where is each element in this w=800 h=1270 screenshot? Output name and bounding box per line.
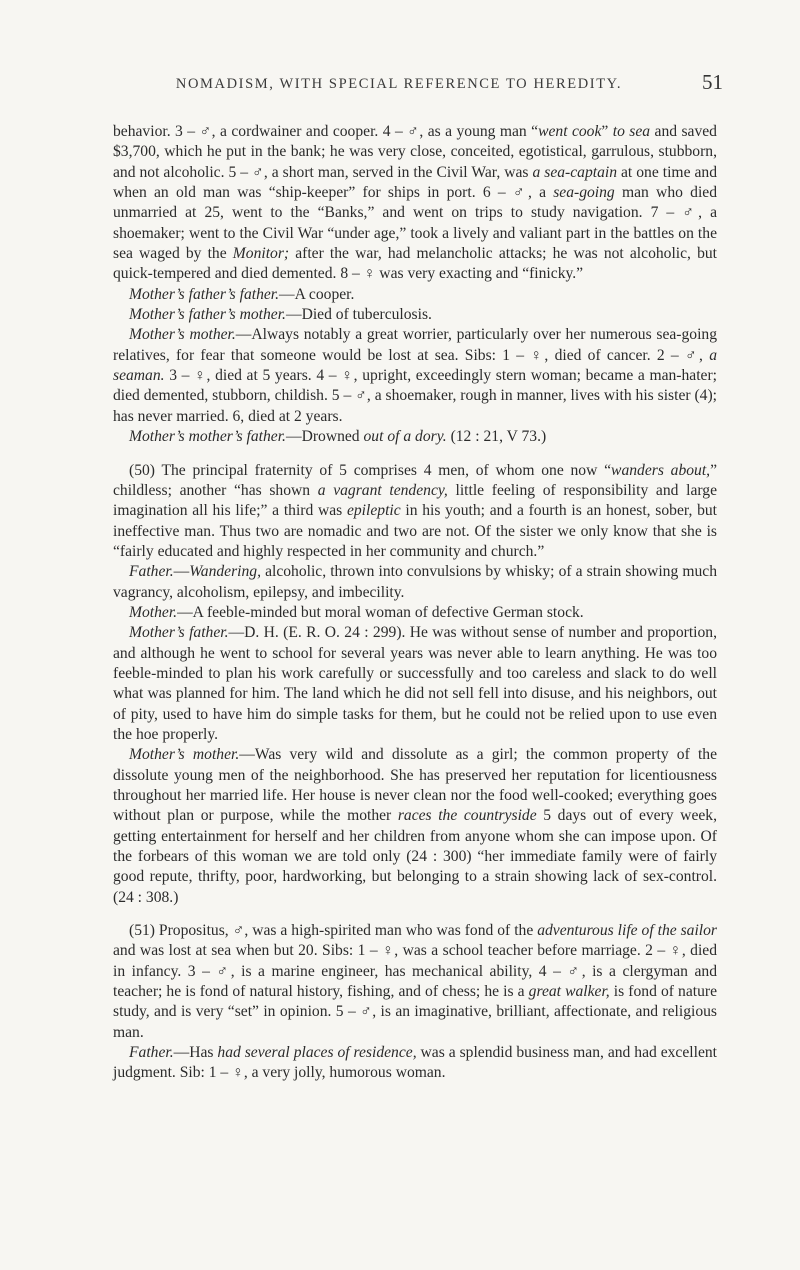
italic-text: Father. — [129, 1044, 174, 1062]
text-run: —Drowned — [285, 428, 364, 446]
text-run: alcoholic, thrown into convulsions by whisky; of a strain showing much vagrancy, alcoholism, epilepsy, and imbecility. — [113, 563, 717, 601]
page-number: 51 — [702, 70, 723, 94]
paragraph — [113, 305, 717, 325]
paragraph — [113, 122, 717, 285]
italic-text: a seaman. — [113, 346, 717, 385]
page-header — [0, 66, 800, 96]
text-run: and was lost at sea when but 20. Sibs: 1 – ♀, was a school teacher before marriage. 2 – ♀, died in infancy. 3 – ♂, is a marine engineer, has mechanical ability, 4 – ♂, is a clergyman and teacher; he is fond of natural history, fishing, and of chess; he is a — [113, 942, 717, 1001]
italic-text: Monitor; — [232, 245, 290, 263]
italic-text: wanders about, — [611, 461, 711, 479]
text-run: (51) Propositus, ♂, was a high-spirited man who was fond of the — [129, 922, 538, 940]
italic-text: Mother’s mother. — [129, 326, 236, 344]
text-run: little feeling of responsibility and large imagination all his life;” a third was — [113, 481, 717, 520]
text-run: was a splendid business man, and had excellent judgment. Sib: 1 – ♀, a very jolly, humorous woman. — [113, 1044, 717, 1082]
italic-text: sea-going — [553, 184, 615, 202]
italic-text: Mother. — [129, 603, 178, 621]
italic-text: to sea — [612, 123, 651, 140]
body-text — [113, 122, 717, 1084]
paragraph — [113, 623, 717, 745]
text-run: — — [173, 563, 190, 581]
text-run: (12 : 21, V 73.) — [446, 428, 547, 446]
italic-text: Mother’s father’s mother. — [129, 306, 286, 324]
paragraph — [113, 603, 717, 623]
italic-text: adventurous life of the sailor — [537, 922, 718, 940]
text-run: 3 – ♀, died at 5 years. 4 – ♀, upright, exceedingly stern woman; became a man-hater; died demented, stubborn, childish. 5 – ♂, a shoemaker, rough in manner, lives with his sister (4); has never married. 6, died at 2 years. — [113, 367, 717, 425]
italic-text: epileptic — [346, 502, 401, 520]
text-run: —Died of tuberculosis. — [285, 306, 432, 324]
italic-text: Father. — [129, 563, 174, 581]
text-run: (50) The principal fraternity of 5 comprises 4 men, of whom one now “ — [129, 461, 612, 479]
italic-text: had several places of residence, — [217, 1044, 417, 1062]
text-run: —A cooper. — [279, 285, 355, 303]
italic-text: Mother’s mother. — [129, 746, 240, 764]
italic-text: Wandering, — [189, 563, 261, 581]
italic-text: Mother’s mother’s father. — [129, 428, 286, 446]
text-run: —Always notably a great worrier, particularly over her numerous sea-going relatives, for fear that someone would be lost at sea. Sibs: 1 – ♀, died of cancer. 2 – ♂, — [113, 326, 717, 364]
text-run: 5 days out of every week, getting entertainment for herself and her children from anyone whom she can impose upon. Of the forbears of this woman we are told only (24 : 300) “her immediate family were of fairly good repute, thrifty, poor, hardworking, but belonging to a strain showing lack of sex-control. (24 : 308.) — [113, 807, 717, 906]
text-run: —D. H. (E. R. O. 24 : 299). He was without sense of number and proportion, and although he went to school for several years was never able to learn anything. He was too feeble-minded to plan his work carefully or successfully and too careless and slack to do well what was planned for him. The land which he did not sell fell into disuse, and his neighbors, out of pity, used to have him do simple tasks for them, but he could not be relied upon to use even the hoe properly. — [113, 624, 717, 743]
paragraph — [113, 285, 717, 305]
paragraph — [113, 461, 717, 563]
paragraph — [113, 745, 717, 908]
text-run: man who died unmarried at 25, went to the “Banks,” and went on trips to study navigation. 7 – ♂, a shoemaker; went to the Civil War “under age,” took a lively and valiant part in the battles on the sea waged by the — [113, 184, 717, 263]
italic-text: Mother’s father’s father. — [129, 285, 280, 303]
italic-text: great walker, — [528, 983, 610, 1001]
italic-text: races the countryside — [397, 807, 537, 825]
paragraph — [113, 1043, 717, 1084]
text-run: is fond of nature study, and is very “set” in opinion. 5 – ♂, is an imaginative, brilliant, affectionate, and religious man. — [113, 983, 717, 1041]
italic-text: a vagrant tendency, — [317, 481, 448, 499]
text-run: and saved $3,700, which he put in the bank; he was very close, conceited, egotistical, garrulous, stubborn, and not alcoholic. 5 – ♂, a short man, served in the Civil War, was — [113, 123, 717, 181]
text-run: ” — [601, 123, 613, 140]
text-run: at one time and when an old man was “ship-keeper” for ships in port. 6 – ♂, a — [113, 163, 717, 202]
text-run: ” childless; another “has shown — [113, 461, 717, 499]
paragraph — [113, 325, 717, 427]
text-run: behavior. 3 – ♂, a cordwainer and cooper. 4 – ♂, as a young man “ — [113, 123, 539, 140]
italic-text: went cook — [538, 123, 602, 140]
text-run: in his youth; and a fourth is an honest, sober, but ineffective man. Thus two are nomadic and two are not. Of the sister we only know that she is “fairly educated and highly respected in her community and church.” — [113, 502, 717, 560]
italic-text: out of a dory. — [363, 428, 447, 446]
italic-text: a sea-captain — [532, 163, 618, 181]
paragraph — [113, 562, 717, 603]
italic-text: Mother’s father. — [129, 624, 229, 642]
text-run: —A feeble-minded but moral woman of defective German stock. — [177, 603, 584, 621]
running-title: NOMADISM, WITH SPECIAL REFERENCE TO HEREDITY. — [175, 76, 623, 92]
paragraph — [113, 427, 717, 447]
paragraph — [113, 921, 717, 1043]
text-run: —Was very wild and dissolute as a girl; the common property of the dissolute young men of the neighborhood. She has preserved her reputation for licentiousness throughout her married life. Her house is never clean nor the food well-cooked; everything goes without plan or purpose, while the mother — [113, 746, 717, 825]
text-run: after the war, had melancholic attacks; he was not alcoholic, but quick-tempered and died demented. 8 – ♀ was very exacting and “finicky.” — [113, 245, 717, 283]
text-run: —Has — [173, 1044, 218, 1062]
